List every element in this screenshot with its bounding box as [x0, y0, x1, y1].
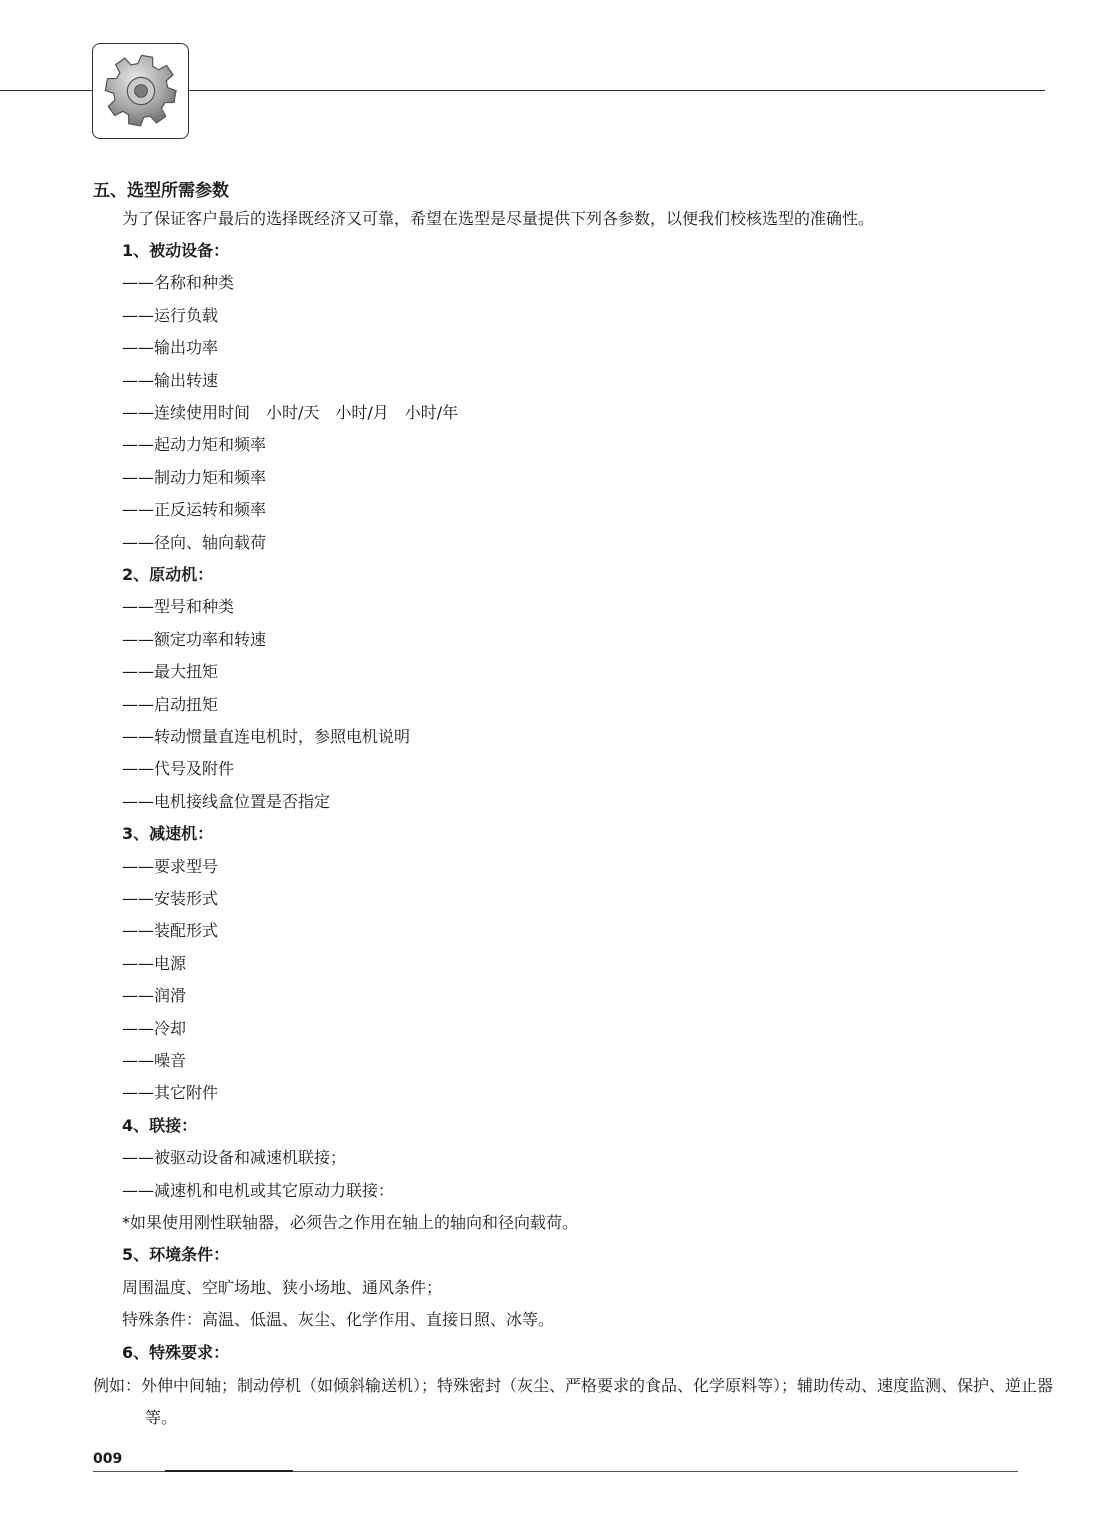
list-item: ——型号和种类 — [122, 597, 235, 617]
footer-rule-accent — [165, 1470, 293, 1472]
list-item: ——装配形式 — [122, 921, 219, 941]
list-heading: 4、联接： — [122, 1115, 198, 1135]
list-item: *如果使用刚性联轴器，必须告之作用在轴上的轴向和径向载荷。 — [122, 1213, 579, 1232]
list-item: ——安装形式 — [122, 889, 219, 908]
list-item: ——名称和种类 — [122, 273, 235, 293]
list-item: 周围温度、空旷场地、狭小场地、通风条件； — [122, 1277, 443, 1297]
list-item: ——其它附件 — [122, 1083, 219, 1103]
list-item: ——转动惯量直连电机时，参照电机说明 — [122, 727, 411, 746]
list-item: ——电源 — [122, 953, 187, 973]
list-item: ——最大扭矩 — [122, 662, 219, 682]
page-number: 009 — [93, 1451, 123, 1467]
list-heading: 3、减速机： — [122, 824, 214, 844]
example-paragraph: 例如：外伸中间轴；制动停机（如倾斜输送机）；特殊密封（灰尘、严格要求的食品、化学原料等）；辅助传动、速度监测、保护、逆止器等。 — [93, 1376, 1054, 1427]
section-title: 五、选型所需参数 — [93, 181, 229, 201]
list-heading: 5、环境条件： — [122, 1245, 230, 1265]
list-heading: 6、特殊要求： — [122, 1342, 230, 1362]
list-item: ——冷却 — [122, 1018, 187, 1038]
list-item: ——噪音 — [122, 1051, 187, 1070]
list-item: ——减速机和电机或其它原动力联接： — [122, 1180, 395, 1200]
list-item: ——启动扭矩 — [122, 694, 219, 714]
list-heading: 1、被动设备： — [122, 241, 230, 260]
list-item: ——额定功率和转速 — [122, 629, 267, 649]
list-item: ——输出功率 — [122, 338, 219, 358]
list-item: 特殊条件：高温、低温、灰尘、化学作用、直接日照、冰等。 — [122, 1310, 555, 1330]
list-item: ——径向、轴向载荷 — [122, 532, 267, 552]
list-item: ——要求型号 — [122, 856, 219, 876]
list-item: ——运行负载 — [122, 305, 219, 325]
list-item: ——代号及附件 — [122, 759, 235, 779]
list-item: ——起动力矩和频率 — [122, 435, 267, 455]
list-item: ——被驱动设备和减速机联接； — [122, 1148, 347, 1168]
list-item: ——润滑 — [122, 986, 187, 1006]
list-item: ——正反运转和频率 — [122, 500, 267, 520]
list-item: ——电机接线盒位置是否指定 — [122, 791, 331, 811]
list-item: ——输出转速 — [122, 370, 219, 390]
list-heading: 2、原动机： — [122, 565, 214, 584]
list-item: ——连续使用时间 小时/天 小时/月 小时/年 — [122, 403, 459, 422]
list-item: ——制动力矩和频率 — [122, 467, 267, 487]
gear-icon — [101, 51, 181, 131]
section-intro: 为了保证客户最后的选择既经济又可靠，希望在选型是尽量提供下列各参数，以便我们校核选型的准确性。 — [122, 209, 875, 228]
header-icon-box — [92, 43, 189, 139]
